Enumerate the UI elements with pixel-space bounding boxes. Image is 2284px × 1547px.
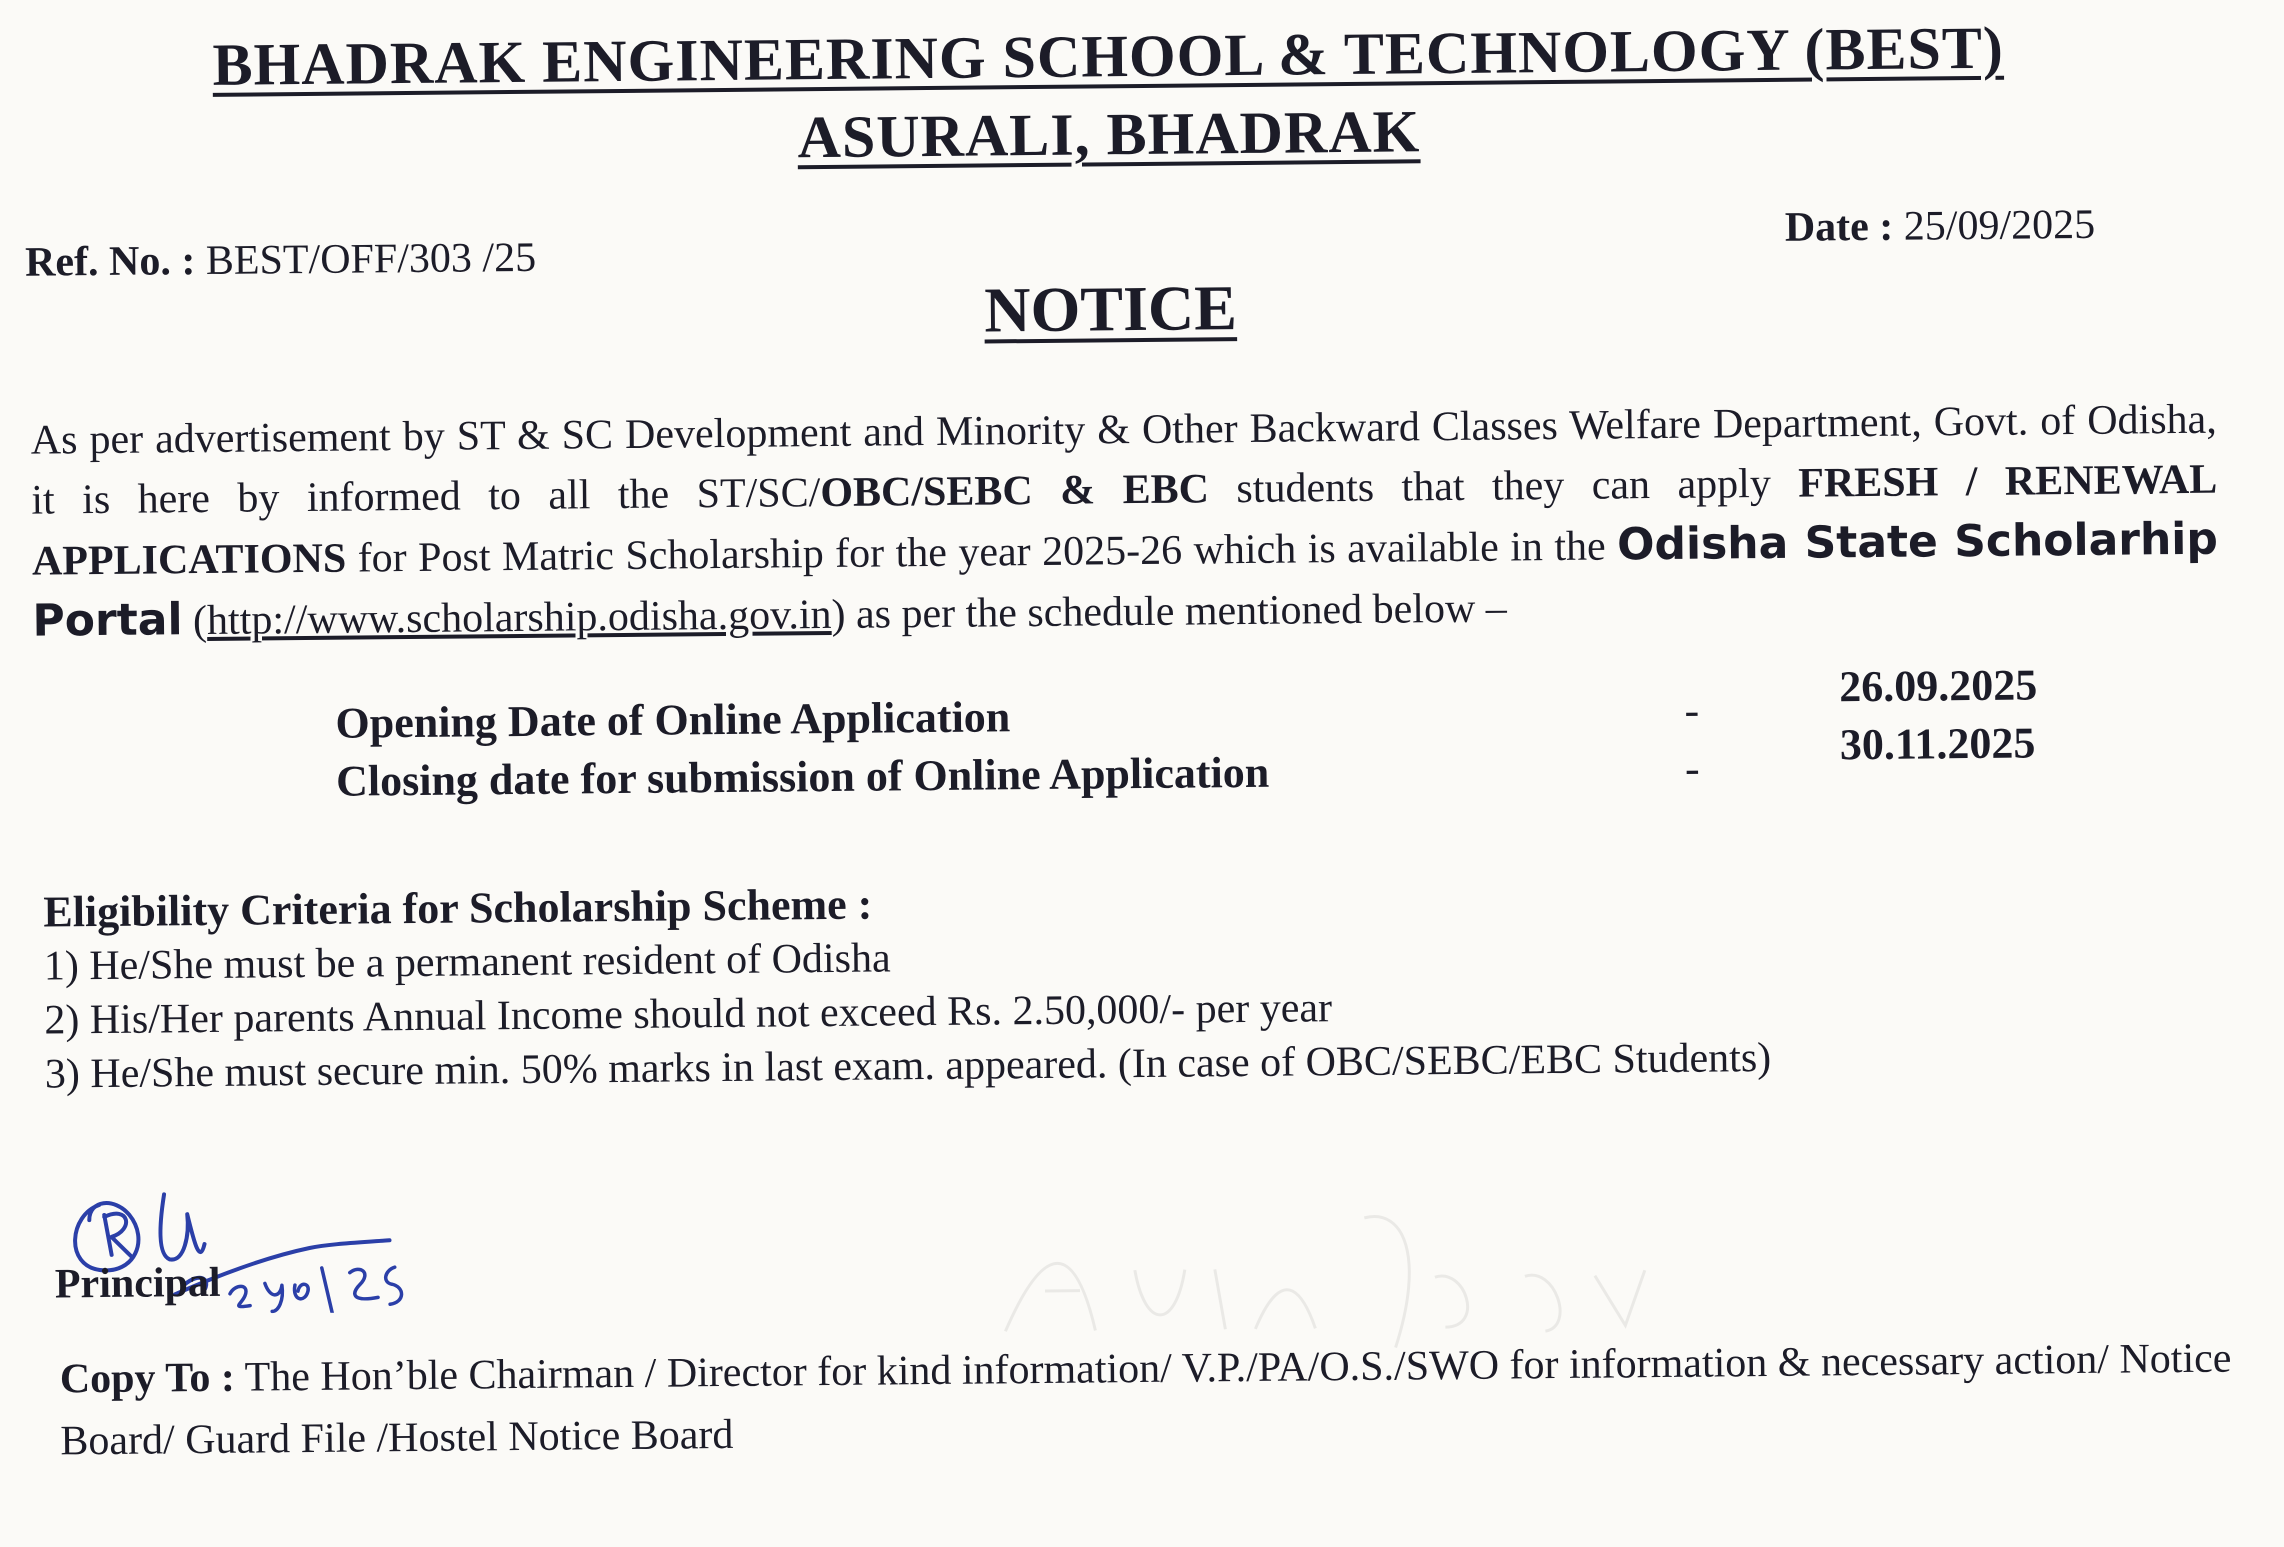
portal-url-link[interactable]: http://www.scholarship.odisha.gov.in (206, 591, 832, 644)
principal-title: Principal (54, 1259, 221, 1308)
schedule-closing-dash: - (1684, 743, 1700, 793)
eligibility-item-2: 2) His/Her parents Annual Income should not exceed Rs. 2.50,000/- per year (44, 985, 1333, 1044)
date-value: 25/09/2025 (1903, 201, 2096, 250)
reference-value: BEST/OFF/303 /25 (205, 234, 537, 284)
date-label: Date : (1784, 203, 1894, 251)
institution-location: ASURALI, BHADRAK (797, 98, 1421, 171)
notice-date (1785, 201, 2096, 252)
copy-to-recipients: The Hon’ble Chairman / Director for kind information/ V.P./PA/O.S./SWO for information & necessary action/ Notice Board/ Guard File /Hostel Notice Board (60, 1335, 2232, 1465)
institution-name: BHADRAK ENGINEERING SCHOOL & TECHNOLOGY (BEST) (212, 14, 2005, 98)
schedule-closing-label: Closing date for submission of Online Application (335, 747, 1270, 806)
schedule-closing-date: 30.11.2025 (1839, 718, 2036, 770)
eligibility-heading: Eligibility Criteria for Scholarship Scheme : (43, 879, 873, 937)
notice-title: NOTICE (984, 272, 1238, 346)
reference-label: Ref. No. : (24, 238, 196, 286)
schedule-opening-date: 26.09.2025 (1839, 660, 2038, 712)
portal-name: Odisha State Scholarhip Portal (32, 513, 2219, 647)
body-text-4: ) as per the schedule mentioned below – (831, 585, 1507, 638)
body-text-3: for Post Matric Scholarship for the year 2025-26 which is available in the (345, 523, 1618, 582)
notice-body (31, 390, 2219, 653)
body-paren-open: ( (182, 597, 208, 645)
show-through-handwriting (984, 1175, 1686, 1362)
body-categories: OBC/SEBC & EBC (820, 466, 1210, 517)
schedule-opening-label: Opening Date of Online Application (335, 692, 1011, 748)
schedule-opening-dash: - (1684, 685, 1700, 735)
body-text-2: students that they can apply (1208, 460, 1799, 513)
copy-to-label: Copy To : (59, 1354, 236, 1403)
body-text-1: As per advertisement by ST & SC Development and Minority & Other Backward Classes Welfare Department, Govt. of Odisha, it is here by informed to all the ST/SC/ (30, 396, 2217, 524)
eligibility-item-3: 3) He/She must secure min. 50% marks in last exam. appeared. (In case of OBC/SEBC/EBC Students) (44, 1034, 1772, 1098)
body-application-type: FRESH / RENEWAL APPLICATIONS (31, 456, 2218, 585)
eligibility-item-1: 1) He/She must be a permanent resident of Odisha (43, 935, 891, 990)
